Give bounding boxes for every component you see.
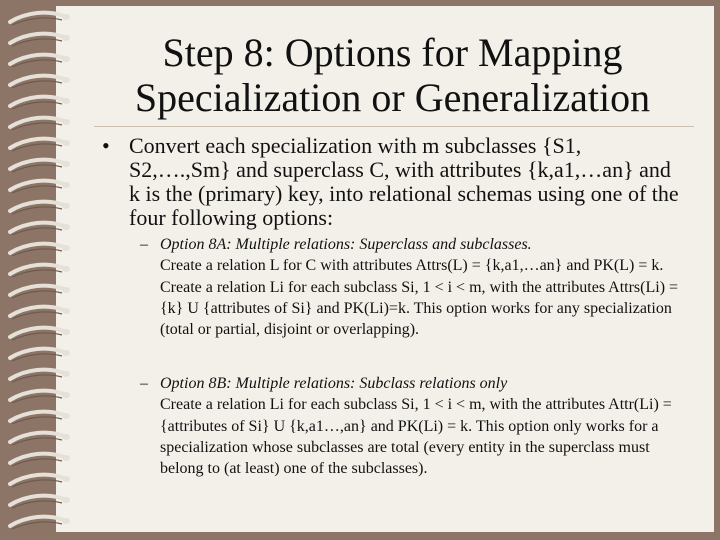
spiral-ring bbox=[10, 34, 70, 46]
spiral-ring bbox=[10, 286, 70, 298]
title-line-2: Specialization or Generalization bbox=[134, 75, 651, 120]
spiral-ring bbox=[10, 454, 70, 466]
spiral-ring bbox=[10, 223, 70, 235]
spiral-binding-icon bbox=[0, 0, 80, 540]
main-bullet bbox=[102, 134, 682, 230]
option-8b bbox=[140, 373, 680, 479]
spiral-ring bbox=[10, 76, 70, 88]
option-8a-heading: Option 8A: Multiple relations: Superclass and subclasses. bbox=[160, 236, 532, 253]
bullet-marker: • bbox=[102, 133, 110, 158]
spiral-ring bbox=[10, 97, 70, 109]
spiral-ring bbox=[10, 517, 70, 529]
spiral-ring bbox=[10, 13, 70, 25]
spiral-ring bbox=[10, 391, 70, 403]
dash-marker: – bbox=[140, 375, 148, 392]
spiral-ring bbox=[10, 307, 70, 319]
spiral-ring bbox=[10, 328, 70, 340]
spiral-ring bbox=[10, 265, 70, 277]
main-bullet-text: Convert each specialization with m subclasses {S1, S2,….,Sm} and superclass C, with attributes {k,a1,…an} and k is the (primary) key, into relational schemas using one of the four following options: bbox=[129, 133, 679, 230]
spiral-ring bbox=[10, 370, 70, 382]
title-divider bbox=[94, 126, 694, 127]
spiral-ring bbox=[10, 139, 70, 151]
spiral-ring bbox=[10, 244, 70, 256]
dash-marker: – bbox=[140, 236, 148, 253]
spiral-ring bbox=[10, 160, 70, 172]
option-8a-body: Create a relation L for C with attributes Attrs(L) = {k,a1,…an} and PK(L) = k. Create a relation Li for each subclass Si, 1 < i < m, with the attributes Attrs(Li) = {k} U {attributes of Si} and PK(Li)=k. This option works for any specialization (total or partial, disjoint or overlapping). bbox=[160, 257, 679, 339]
spiral-ring bbox=[10, 475, 70, 487]
spiral-ring bbox=[10, 55, 70, 67]
title-line-1: Step 8: Options for Mapping bbox=[162, 30, 623, 75]
option-8b-body: Create a relation Li for each subclass Si, 1 < i < m, with the attributes Attr(Li) = {attributes of Si} U {k,a1…,an} and PK(Li) = k. This option only works for a specialization whose subclasses are total (every entity in the superclass must belong to (at least) one of the subclasses). bbox=[160, 396, 672, 478]
slide-title bbox=[95, 30, 690, 120]
spiral-ring bbox=[10, 202, 70, 214]
spiral-ring bbox=[10, 433, 70, 445]
spiral-ring bbox=[10, 118, 70, 130]
spiral-ring bbox=[10, 349, 70, 361]
spiral-ring bbox=[10, 412, 70, 424]
option-8a bbox=[140, 234, 680, 340]
option-8b-heading: Option 8B: Multiple relations: Subclass relations only bbox=[160, 375, 508, 392]
spiral-ring bbox=[10, 181, 70, 193]
spiral-ring bbox=[10, 496, 70, 508]
